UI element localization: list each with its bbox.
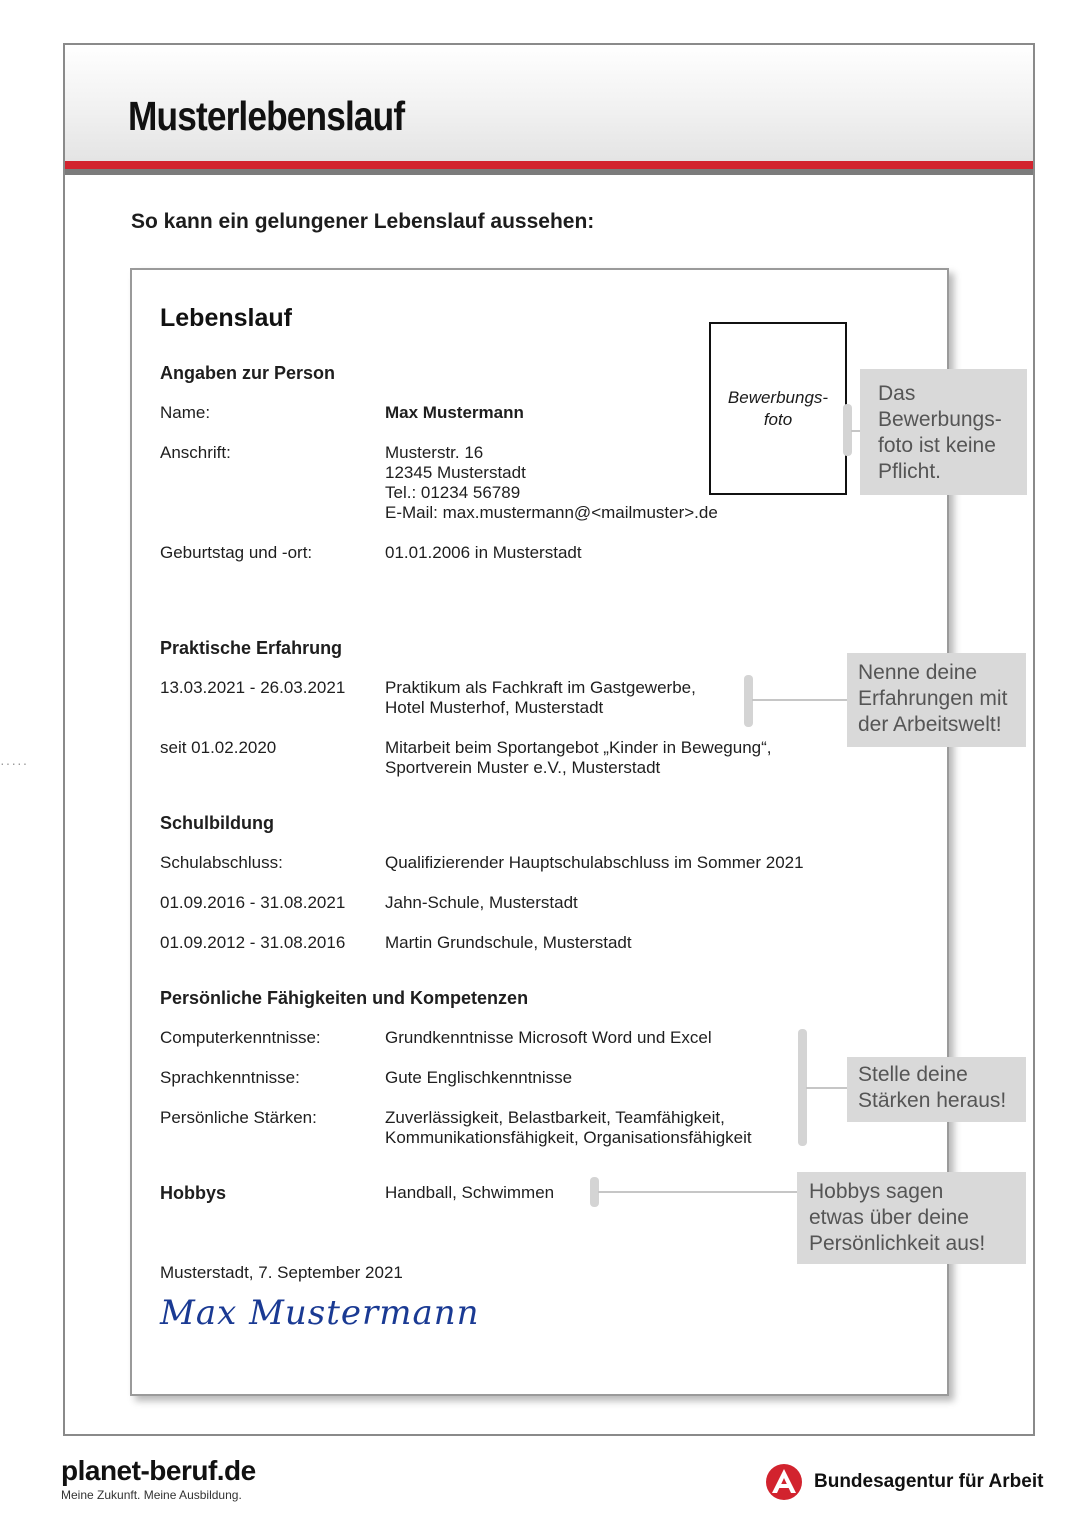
experience-date: seit 01.02.2020 <box>160 738 277 757</box>
callout-experience <box>847 653 1026 747</box>
callout-line: Hobbys sagen <box>809 1180 944 1203</box>
handwritten-signature: Max Mustermann <box>160 1293 480 1333</box>
school-date: 01.09.2016 - 31.08.2021 <box>160 893 346 912</box>
address-line: 12345 Musterstadt <box>385 463 526 482</box>
callout-strengths <box>847 1057 1026 1122</box>
callout-line: Erfahrungen mit <box>858 687 1008 710</box>
strengths-label: Persönliche Stärken: <box>160 1108 317 1127</box>
address-label: Anschrift: <box>160 443 231 462</box>
header-gray-stripe <box>65 169 1033 175</box>
address-line: Musterstr. 16 <box>385 443 484 462</box>
callout-line: der Arbeitswelt! <box>858 713 1002 736</box>
email-line: E-Mail: max.mustermann@<mailmuster>.de <box>385 503 718 522</box>
brand-logo[interactable]: planet-beruf.de <box>61 1455 256 1486</box>
brand-tagline: Meine Zukunft. Meine Ausbildung. <box>61 1488 242 1502</box>
language-skills-label: Sprachkenntnisse: <box>160 1068 300 1087</box>
experience-description: Praktikum als Fachkraft im Gastgewerbe, <box>385 678 696 697</box>
section-heading-person: Angaben zur Person <box>160 363 336 383</box>
strengths-value: Zuverlässigkeit, Belastbarkeit, Teamfähigkeit, <box>385 1108 725 1127</box>
section-heading-skills: Persönliche Fähigkeiten und Kompetenzen <box>160 988 529 1008</box>
birth-label: Geburtstag und -ort: <box>160 543 313 562</box>
experience-date: 13.03.2021 - 26.03.2021 <box>160 678 346 697</box>
photo-label-line: foto <box>763 410 793 429</box>
agency-logo-icon <box>765 1463 803 1501</box>
callout-line: Stärken heraus! <box>858 1089 1007 1112</box>
school-date: 01.09.2012 - 31.08.2016 <box>160 933 346 952</box>
hobbies-value: Handball, Schwimmen <box>385 1183 555 1202</box>
callout-line: etwas über deine <box>809 1206 969 1229</box>
experience-description: Hotel Musterhof, Musterstadt <box>385 698 604 717</box>
callout-line: Stelle deine <box>858 1063 968 1086</box>
computer-skills-value: Grundkenntnisse Microsoft Word und Excel <box>385 1028 712 1047</box>
callout-line: Bewerbungs- <box>878 408 1002 431</box>
callout-connector <box>598 1191 798 1193</box>
school-value: Qualifizierender Hauptschulabschluss im Sommer 2021 <box>385 853 804 872</box>
school-value: Jahn-Schule, Musterstadt <box>385 893 578 912</box>
callout-line: Nenne deine <box>858 661 978 684</box>
phone-line: Tel.: 01234 56789 <box>385 483 521 502</box>
computer-skills-label: Computerkenntnisse: <box>160 1028 321 1047</box>
callout-line: Persönlichkeit aus! <box>809 1232 986 1255</box>
experience-description: Sportverein Muster e.V., Musterstadt <box>385 758 661 777</box>
callout-bracket <box>744 675 753 727</box>
callout-line: Pflicht. <box>878 460 942 483</box>
name-value: Max Mustermann <box>385 403 524 422</box>
callout-line: foto ist keine <box>878 434 996 457</box>
birth-value: 01.01.2006 in Musterstadt <box>385 543 582 562</box>
place-date: Musterstadt, 7. September 2021 <box>160 1263 403 1282</box>
callout-line: Das <box>878 382 916 405</box>
callout-hobbies <box>797 1172 1026 1264</box>
cv-title: Lebenslauf <box>160 304 292 332</box>
photo-placeholder-label <box>709 387 847 431</box>
strengths-value: Kommunikationsfähigkeit, Organisationsfähigkeit <box>385 1128 752 1147</box>
page-title: Musterlebenslauf <box>128 93 405 139</box>
page-subtitle: So kann ein gelungener Lebenslauf aussehen: <box>131 210 595 233</box>
header-red-stripe <box>65 161 1033 169</box>
experience-description: Mitarbeit beim Sportangebot „Kinder in Bewegung“, <box>385 738 772 757</box>
section-heading-hobbies: Hobbys <box>160 1183 227 1203</box>
school-value: Martin Grundschule, Musterstadt <box>385 933 632 952</box>
agency-name: Bundesagentur für Arbeit <box>814 1471 1044 1492</box>
school-label: Schulabschluss: <box>160 853 283 872</box>
language-skills-value: Gute Englischkenntnisse <box>385 1068 573 1087</box>
section-heading-experience: Praktische Erfahrung <box>160 638 343 658</box>
margin-dots: ····· <box>0 755 29 771</box>
callout-connector <box>806 1087 848 1089</box>
callout-photo <box>860 369 1027 495</box>
name-label: Name: <box>160 403 211 422</box>
callout-connector <box>752 699 848 701</box>
photo-label-line: Bewerbungs- <box>727 388 829 407</box>
section-heading-school: Schulbildung <box>160 813 274 833</box>
